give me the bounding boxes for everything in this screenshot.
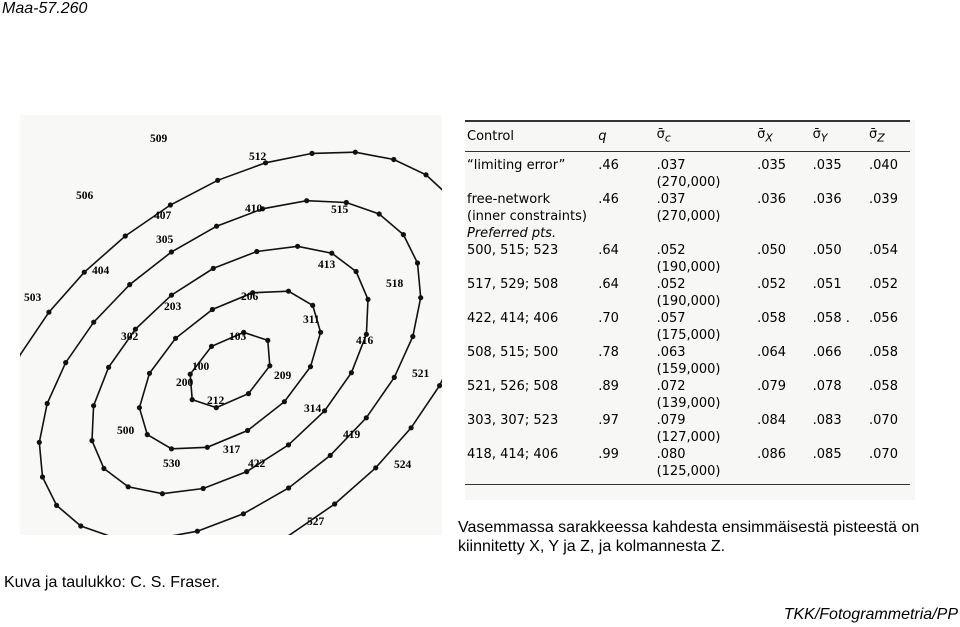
station-dot xyxy=(40,474,45,479)
row-sigma-y: .051 xyxy=(812,276,842,292)
station-dot xyxy=(123,233,128,238)
table-row xyxy=(465,446,910,463)
label-100: 100 xyxy=(192,361,210,373)
row-sigma-z: .058 xyxy=(869,344,898,360)
station-dot xyxy=(205,445,210,450)
row-sigma-c-ratio: (190,000) xyxy=(656,259,721,275)
row-sigma-c-ratio: (127,000) xyxy=(656,429,721,445)
row-sigma-y: .078 xyxy=(812,378,842,394)
row-q: .97 xyxy=(598,412,619,428)
label-302: 302 xyxy=(121,331,139,343)
label-503: 503 xyxy=(24,292,42,304)
table-row-sub xyxy=(465,327,910,344)
results-table-panel xyxy=(465,120,915,500)
row-sigma-x: .036 xyxy=(757,191,787,207)
station-dot xyxy=(308,364,313,369)
row-sigma-y: .085 xyxy=(812,446,842,462)
label-530: 530 xyxy=(163,458,181,470)
station-dot xyxy=(210,307,215,312)
station-dot xyxy=(322,408,327,413)
table-row xyxy=(465,344,910,361)
label-500: 500 xyxy=(117,425,135,437)
station-dot xyxy=(78,523,83,528)
station-dot xyxy=(214,224,219,229)
row-sigma-c: .037 xyxy=(656,157,686,173)
table-row xyxy=(465,242,910,259)
station-dot xyxy=(37,440,42,445)
col-sigma-y: $\sigmā_Y$ xyxy=(811,121,867,151)
table-row-sub xyxy=(465,293,910,310)
row-sigma-c: .037 xyxy=(656,191,686,207)
table-row-sub xyxy=(465,259,910,276)
station-dot xyxy=(215,178,220,183)
station-dot xyxy=(46,310,51,315)
row-sigma-c: .072 xyxy=(656,378,686,394)
row-sigma-c: .052 xyxy=(656,276,686,292)
station-dot xyxy=(173,336,178,341)
table-header-row xyxy=(465,121,910,151)
row-sigma-c-ratio: (270,000) xyxy=(656,174,721,190)
row-sigma-z: .056 xyxy=(869,310,898,326)
row-sigma-c-ratio: (270,000) xyxy=(656,208,721,224)
station-dot xyxy=(254,249,259,254)
station-dot xyxy=(415,260,420,265)
station-dot xyxy=(286,485,291,490)
col-sigma-x: $\sigmā_X$ xyxy=(755,121,811,151)
station-dot xyxy=(126,484,131,489)
station-dot xyxy=(329,251,334,256)
station-dot xyxy=(209,344,214,349)
station-dot xyxy=(354,269,359,274)
row-control: “limiting error” xyxy=(467,157,566,173)
label-317: 317 xyxy=(223,444,241,456)
table-row xyxy=(465,191,910,208)
station-dot xyxy=(169,446,174,451)
station-dot xyxy=(304,198,309,203)
label-419: 419 xyxy=(343,429,361,441)
row-control: 303, 307; 523 xyxy=(467,412,559,428)
row-sigma-z: .058 xyxy=(869,378,898,394)
station-dot xyxy=(410,334,415,339)
label-509: 509 xyxy=(150,133,168,145)
station-dot xyxy=(54,503,59,508)
label-103: 103 xyxy=(229,331,247,343)
label-527: 527 xyxy=(307,516,325,528)
station-dot xyxy=(168,202,173,207)
network-figure xyxy=(20,115,442,535)
station-dot xyxy=(169,249,174,254)
table-row xyxy=(465,378,910,395)
label-524: 524 xyxy=(394,459,412,471)
row-sigma-c-ratio: (159,000) xyxy=(656,361,721,377)
station-dot xyxy=(241,511,246,516)
label-314: 314 xyxy=(304,403,322,415)
row-sigma-c-ratio: (125,000) xyxy=(655,463,756,485)
row-sigma-c-ratio: (175,000) xyxy=(656,327,721,343)
station-dot xyxy=(423,172,428,177)
row-sigma-c-ratio: (190,000) xyxy=(656,293,721,309)
station-dot xyxy=(89,438,94,443)
station-dot xyxy=(265,338,270,343)
row-sigma-c: .057 xyxy=(656,310,686,326)
station-dot xyxy=(309,151,314,156)
row-sigma-y: .050 xyxy=(812,242,842,258)
label-422: 422 xyxy=(248,458,266,470)
col-q: q xyxy=(596,121,654,151)
row-sigma-x: .058 xyxy=(757,310,787,326)
table-row-sub xyxy=(465,174,910,191)
station-dot xyxy=(45,401,50,406)
label-512: 512 xyxy=(249,151,267,163)
station-dot xyxy=(391,157,396,162)
row-control: 500, 515; 523 xyxy=(467,242,559,258)
station-dot xyxy=(201,486,206,491)
station-dot xyxy=(101,466,106,471)
station-dot xyxy=(245,428,250,433)
row-sigma-y: .036 xyxy=(812,191,842,207)
station-dot xyxy=(377,211,382,216)
station-dot xyxy=(365,297,370,302)
row-sigma-y: .058 . xyxy=(812,310,850,326)
station-dot xyxy=(145,432,150,437)
station-dot xyxy=(63,360,68,365)
label-305: 305 xyxy=(156,234,174,246)
station-dot xyxy=(82,270,87,275)
row-sigma-x: .084 xyxy=(757,412,787,428)
label-200: 200 xyxy=(176,377,194,389)
table-row-sub xyxy=(465,361,910,378)
row-sigma-z: .054 xyxy=(869,242,898,258)
row-q: .89 xyxy=(598,378,619,394)
station-dot xyxy=(91,320,96,325)
station-dot xyxy=(392,375,397,380)
col-sigma-c: $\sigmā_c$ xyxy=(655,121,756,151)
caption-text: Vasemmassa sarakkeessa kahdesta ensimmäisestä pisteestä on kiinnitetty X, Y ja Z, ja kolmannesta Z. xyxy=(458,519,920,555)
table-row-group xyxy=(465,225,910,242)
footer-text: TKK/Fotogrammetria/PP xyxy=(783,606,958,623)
row-control: 418, 414; 406 xyxy=(467,446,559,462)
row-sigma-c: .052 xyxy=(656,242,686,258)
row-control: 508, 515; 500 xyxy=(467,344,559,360)
row-control: free-network xyxy=(467,191,551,207)
station-dot xyxy=(286,442,291,447)
table-row xyxy=(465,412,910,429)
row-group-label: Preferred pts. xyxy=(467,225,557,241)
station-dot xyxy=(310,303,315,308)
station-dot xyxy=(190,397,195,402)
station-dot xyxy=(437,383,442,388)
figure-background xyxy=(20,115,442,535)
station-dot xyxy=(195,529,200,534)
row-q: .46 xyxy=(598,191,619,207)
label-416: 416 xyxy=(356,335,374,347)
row-control: 422, 414; 406 xyxy=(467,310,559,326)
row-sigma-z: .070 xyxy=(869,446,898,462)
row-q: .99 xyxy=(598,446,619,462)
station-dot xyxy=(211,266,216,271)
label-206: 206 xyxy=(241,291,259,303)
station-dot xyxy=(401,232,406,237)
results-table xyxy=(465,120,910,485)
row-sigma-x: .079 xyxy=(757,378,787,394)
station-dot xyxy=(418,295,423,300)
image-credit: Kuva ja taulukko: C. S. Fraser. xyxy=(4,574,221,591)
station-dot xyxy=(127,282,132,287)
station-dot xyxy=(137,405,142,410)
table-row-sub xyxy=(465,208,910,225)
station-dot xyxy=(267,363,272,368)
station-dot xyxy=(286,289,291,294)
station-dot xyxy=(160,491,165,496)
station-dot xyxy=(328,453,333,458)
network-diagram xyxy=(20,115,442,535)
row-sigma-z: .039 xyxy=(869,191,898,207)
row-q: .64 xyxy=(598,276,619,292)
col-control: Control xyxy=(465,121,596,151)
row-sigma-x: .052 xyxy=(757,276,787,292)
table-row-sub xyxy=(465,463,910,485)
row-control-note: (inner constraints) xyxy=(467,208,587,224)
table-row-sub xyxy=(465,429,910,446)
station-dot xyxy=(246,391,251,396)
row-q: .64 xyxy=(598,242,619,258)
row-sigma-x: .050 xyxy=(757,242,787,258)
station-dot xyxy=(91,403,96,408)
label-404: 404 xyxy=(92,265,110,277)
row-sigma-y: .035 xyxy=(812,157,842,173)
row-sigma-z: .040 xyxy=(869,157,898,173)
row-sigma-x: .064 xyxy=(757,344,787,360)
slide-code: Maa-57.260 xyxy=(2,0,88,17)
label-203: 203 xyxy=(164,301,182,313)
row-sigma-c: .079 xyxy=(656,412,686,428)
station-dot xyxy=(295,244,300,249)
row-sigma-c-ratio: (139,000) xyxy=(656,395,721,411)
row-sigma-x: .086 xyxy=(757,446,787,462)
label-413: 413 xyxy=(318,259,336,271)
table-row xyxy=(465,310,910,327)
table-row xyxy=(465,276,910,293)
label-311: 311 xyxy=(303,314,320,326)
station-dot xyxy=(409,425,414,430)
row-q: .78 xyxy=(598,344,619,360)
label-518: 518 xyxy=(386,278,404,290)
row-control: 521, 526; 508 xyxy=(467,378,559,394)
table-row xyxy=(465,151,910,174)
station-dot xyxy=(349,370,354,375)
label-407: 407 xyxy=(154,210,172,222)
station-dot xyxy=(373,465,378,470)
table-row-sub xyxy=(465,395,910,412)
row-sigma-y: .066 xyxy=(812,344,842,360)
label-410: 410 xyxy=(245,203,263,215)
station-dot xyxy=(282,399,287,404)
row-sigma-c: .080 xyxy=(656,446,686,462)
station-dot xyxy=(106,365,111,370)
station-dot xyxy=(147,371,152,376)
row-sigma-z: .070 xyxy=(869,412,898,428)
station-dot xyxy=(364,415,369,420)
row-sigma-z: .052 xyxy=(869,276,898,292)
label-506: 506 xyxy=(76,190,94,202)
row-sigma-x: .035 xyxy=(757,157,787,173)
label-515: 515 xyxy=(331,204,349,216)
station-dot xyxy=(353,150,358,155)
label-212: 212 xyxy=(207,395,225,407)
row-q: .46 xyxy=(598,157,619,173)
station-dot xyxy=(332,501,337,506)
row-sigma-y: .083 xyxy=(812,412,842,428)
label-521: 521 xyxy=(412,368,430,380)
row-sigma-c: .063 xyxy=(656,344,686,360)
station-dot xyxy=(169,293,174,298)
row-control: 517, 529; 508 xyxy=(467,276,559,292)
label-209: 209 xyxy=(274,370,292,382)
station-dot xyxy=(318,330,323,335)
row-q: .70 xyxy=(598,310,619,326)
col-sigma-z: $\sigmā_Z$ xyxy=(867,121,910,151)
